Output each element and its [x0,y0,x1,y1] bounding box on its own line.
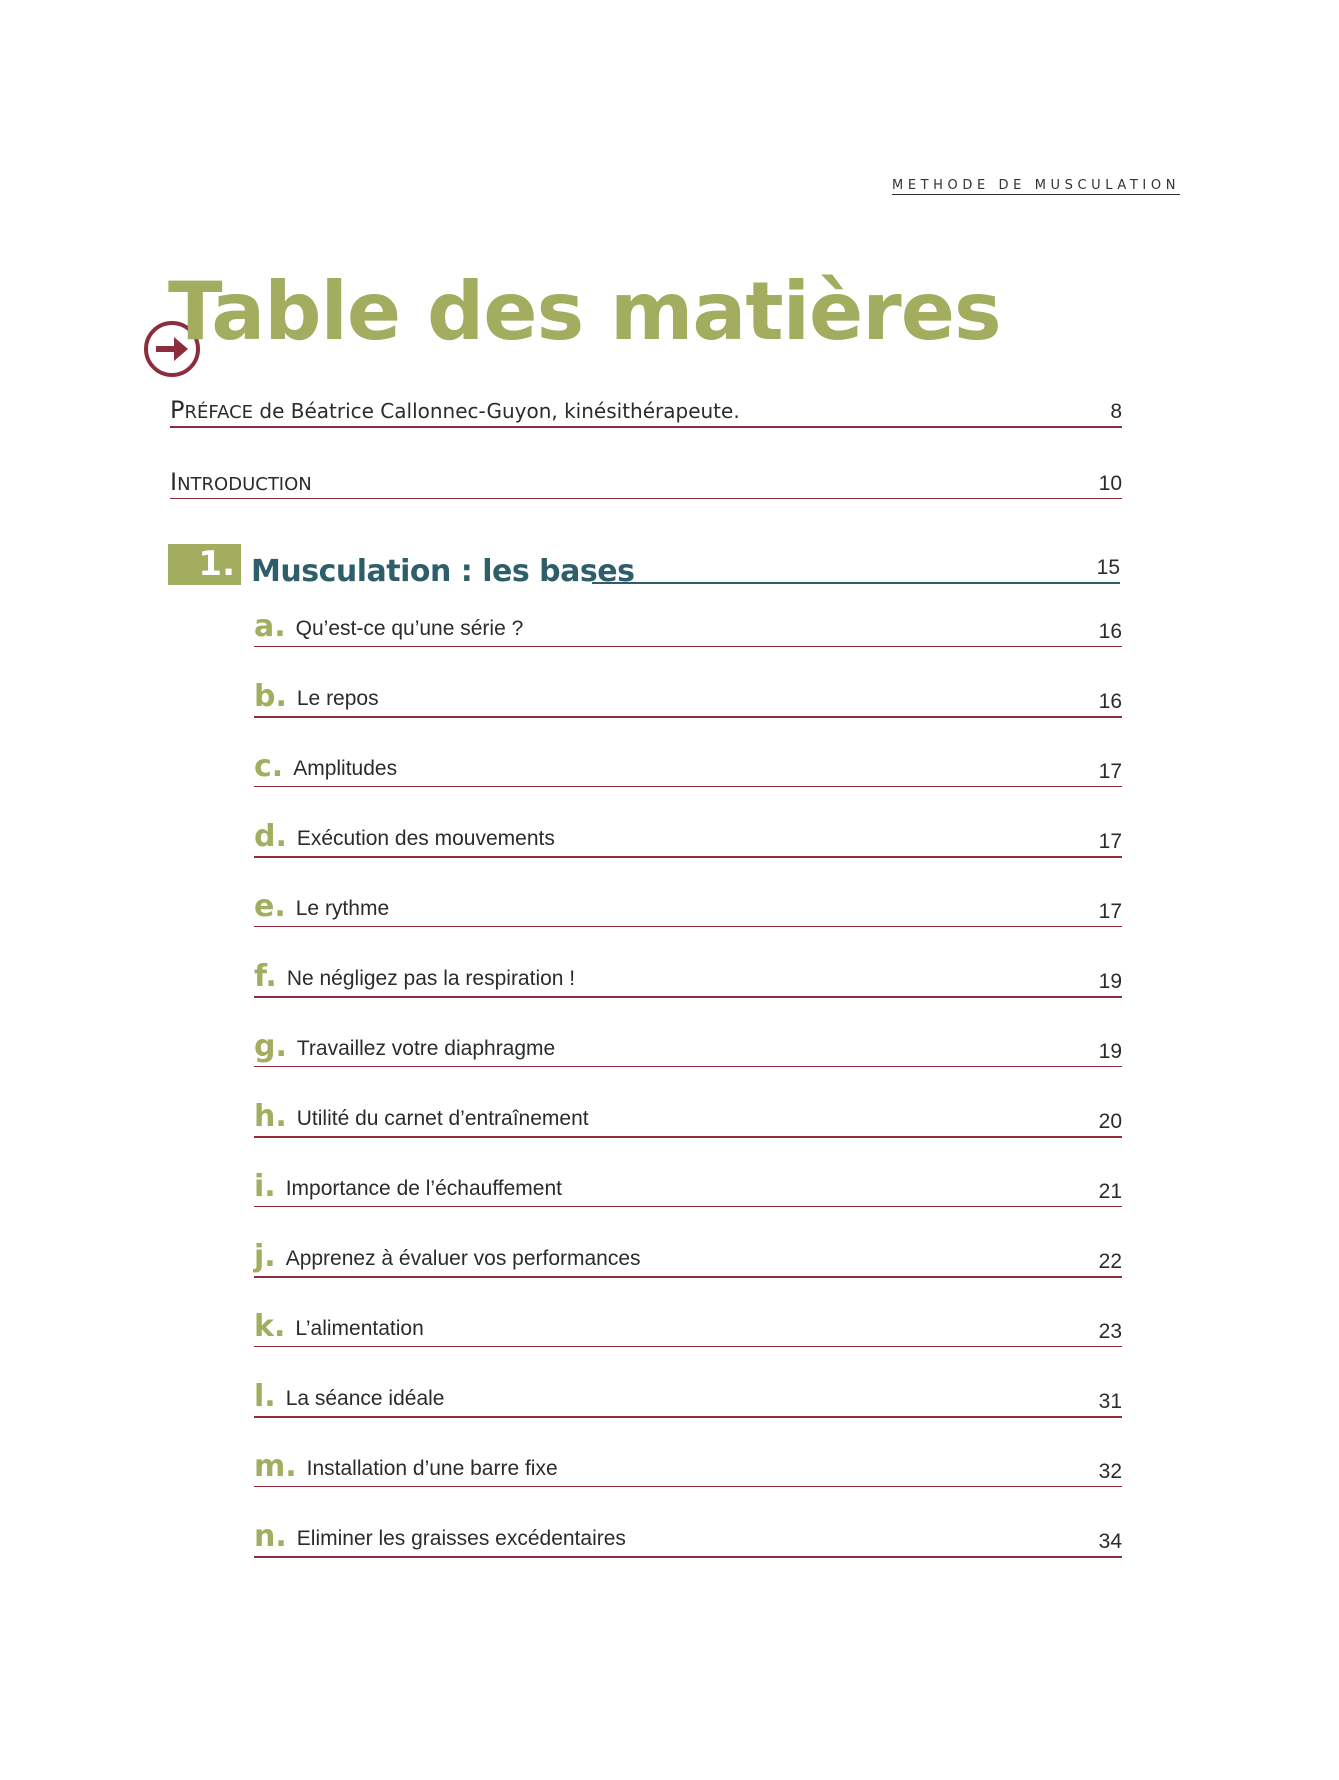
toc-page-number: 19 [1098,1040,1122,1063]
toc-page-number: 20 [1098,1110,1122,1133]
section-title: Le repos [296,687,379,710]
section-title: Le rythme [295,897,390,920]
toc-section-k[interactable] [254,1302,1122,1347]
toc-section-b[interactable] [254,672,1122,718]
toc-page-number: 22 [1098,1250,1122,1273]
section-letter: j. [254,1239,276,1274]
toc-section-n[interactable] [254,1512,1122,1558]
chapter-number-badge: 1. [168,544,241,585]
section-title: L’alimentation [295,1317,424,1340]
toc-page-number: 17 [1098,900,1122,923]
toc-section-h[interactable] [254,1092,1122,1138]
section-title: Exécution des mouvements [296,827,555,850]
toc-entry-preface[interactable] [170,382,1122,428]
toc-chapter-1[interactable] [168,544,1120,594]
section-letter: g. [254,1029,287,1064]
section-letter: k. [254,1309,286,1344]
toc-page-number: 19 [1098,970,1122,993]
toc-section-l[interactable] [254,1372,1122,1418]
toc-section-f[interactable] [254,952,1122,998]
section-letter: h. [254,1099,287,1134]
section-title: Apprenez à évaluer vos performances [285,1247,641,1270]
toc-entry-label: INTRODUCTION [170,468,312,496]
page-title: Table des matières [168,265,1001,358]
toc-page-number: 31 [1098,1390,1122,1413]
toc-section-e[interactable] [254,882,1122,927]
toc-page-number: 16 [1098,620,1122,643]
chapter-title: Musculation : les bases [251,554,635,589]
section-letter: m. [254,1449,297,1484]
section-title: Amplitudes [293,757,398,780]
toc-page-number: 34 [1098,1530,1122,1553]
toc-section-a[interactable] [254,602,1122,647]
section-title: Travaillez votre diaphragme [296,1037,556,1060]
section-title: Eliminer les graisses excédentaires [296,1527,626,1550]
toc-section-c[interactable] [254,742,1122,787]
section-letter: i. [254,1169,276,1204]
toc-section-j[interactable] [254,1232,1122,1278]
toc-page-number: 32 [1098,1460,1122,1483]
chapter-rule [592,582,1120,584]
section-title: Utilité du carnet d’entraînement [296,1107,589,1130]
toc-page-number: 21 [1098,1180,1122,1203]
running-header: METHODE DE MUSCULATION [892,178,1181,193]
toc-page-number: 8 [1110,400,1122,423]
section-letter: d. [254,819,287,854]
section-title: Ne négligez pas la respiration ! [286,967,576,990]
section-letter: b. [254,679,287,714]
toc-page-number: 16 [1098,690,1122,713]
toc-page-number: 17 [1098,760,1122,783]
toc-page-number: 10 [1098,472,1122,495]
toc-section-g[interactable] [254,1022,1122,1067]
toc-page-number: 15 [1096,556,1120,579]
toc-entry-label: PRÉFACE de Béatrice Callonnec-Guyon, kinésithérapeute. [170,396,740,424]
toc-section-i[interactable] [254,1162,1122,1207]
section-letter: n. [254,1519,287,1554]
section-letter: f. [254,959,277,994]
section-title: Importance de l’échauffement [285,1177,562,1200]
section-title: Qu’est-ce qu’une série ? [295,617,524,640]
section-letter: l. [254,1379,276,1414]
toc-section-m[interactable] [254,1442,1122,1487]
section-letter: a. [254,609,286,644]
section-title: La séance idéale [285,1387,445,1410]
toc-section-d[interactable] [254,812,1122,858]
toc-page-number: 23 [1098,1320,1122,1343]
toc-page-number: 17 [1098,830,1122,853]
section-title: Installation d’une barre fixe [306,1457,558,1480]
toc-entry-introduction[interactable] [170,454,1122,499]
section-letter: e. [254,889,286,924]
section-letter: c. [254,749,284,784]
